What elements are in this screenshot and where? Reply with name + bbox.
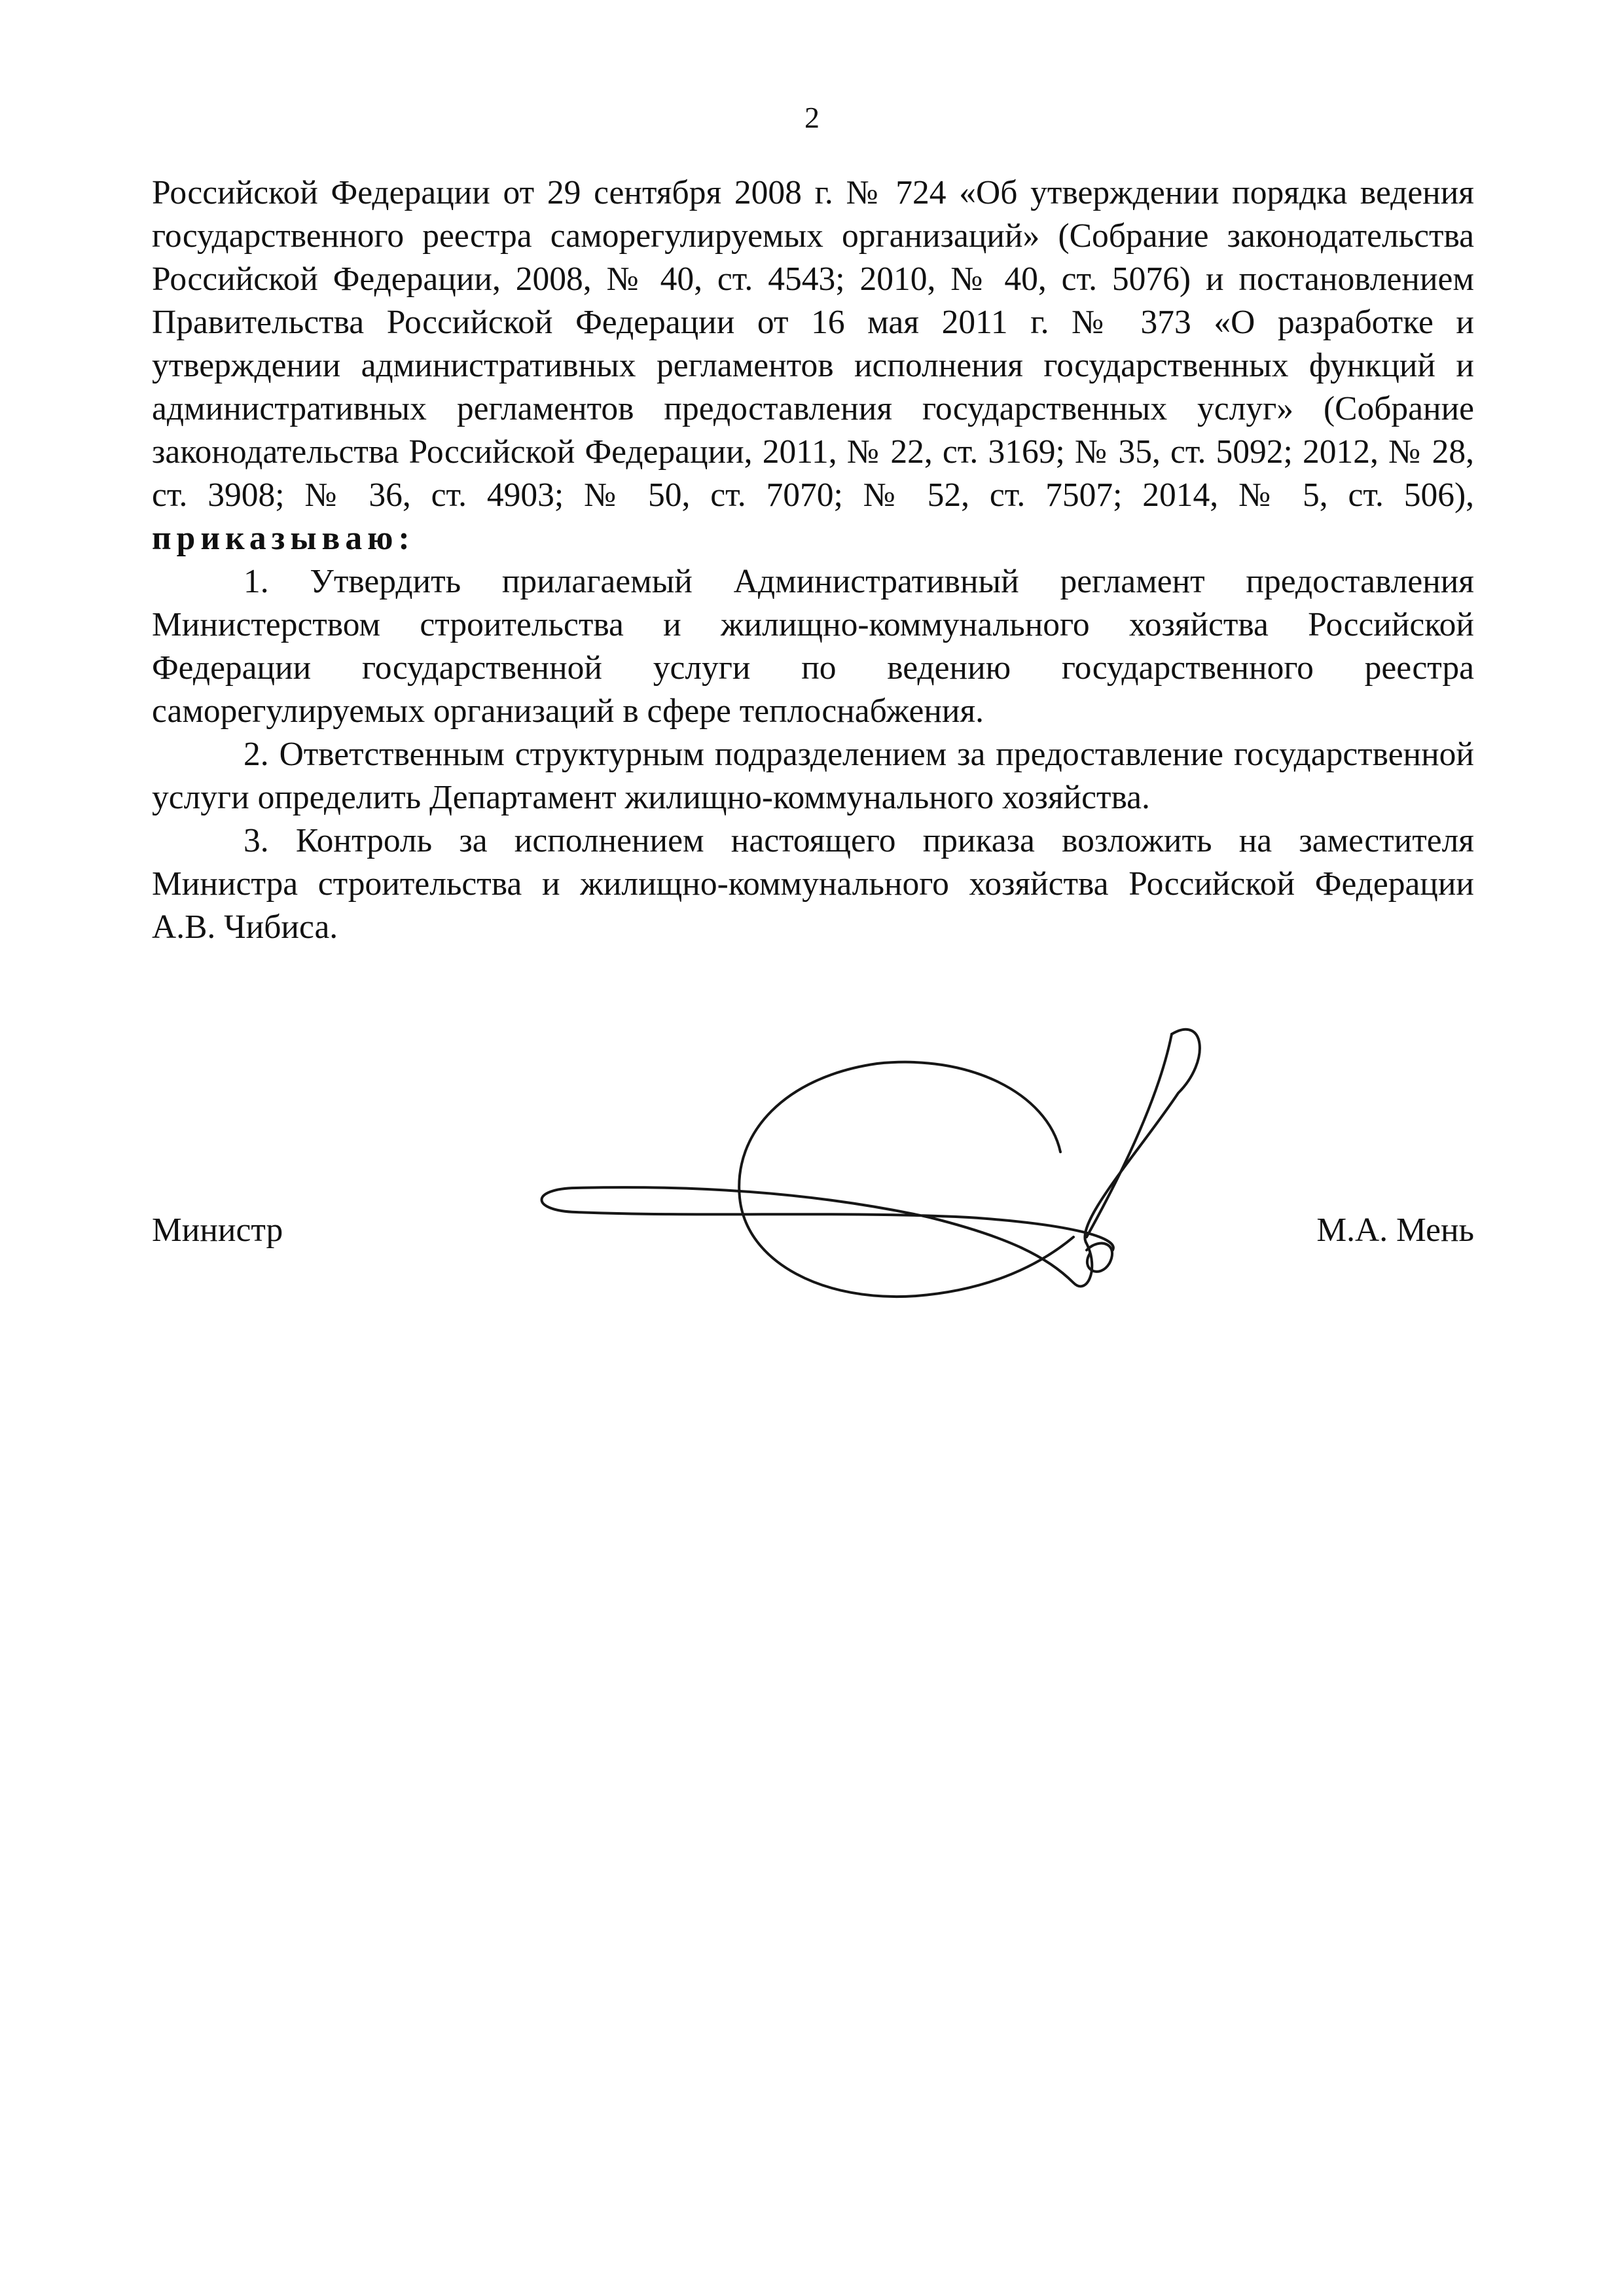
document-body bbox=[152, 171, 1474, 949]
signer-name: М.А. Мень bbox=[1316, 1211, 1474, 1249]
order-item-1: 1. Утвердить прилагаемый Административный регламент предоставления Министерством строительства и жилищно-коммунального хозяйства Российской Федерации государственной услуги по ведению государственного реестра саморегулируемых организаций в сфере теплоснабжения. bbox=[152, 563, 1474, 730]
preamble-text: Российской Федерации от 29 сентября 2008 г. № 724 «Об утверждении порядка ведения государственного реестра саморегулируемых организаций» (Собрание законодательства Российской Федерации, 2008, № 40, ст. 4543; 2010, № 40, ст. 5076) и постановлением Правительства Российской Федерации от 16 мая 2011 г. № 373 «О разработке и утверждении административных регламентов исполнения государственных функций и административных регламентов предоставления государственных услуг» (Собрание законодательства Российской Федерации, 2011, № 22, ст. 3169; № 35, ст. 5092; 2012, № 28, ст. 3908; № 36, ст. 4903; № 50, ст. 7070; № 52, ст. 7507; 2014, № 5, ст. 506), bbox=[152, 174, 1474, 514]
signature-block bbox=[152, 1204, 1474, 1257]
order-item-2: 2. Ответственным структурным подразделением за предоставление государственной услуги определить Департамент жилищно-коммунального хозяйства. bbox=[152, 736, 1474, 816]
order-word: приказываю: bbox=[152, 520, 415, 557]
preamble-paragraph bbox=[152, 171, 1474, 560]
page-number: 2 bbox=[804, 101, 820, 134]
handwritten-signature bbox=[511, 1021, 1244, 1348]
signer-position: Министр bbox=[152, 1211, 283, 1249]
order-item-3: 3. Контроль за исполнением настоящего приказа возложить на заместителя Министра строительства и жилищно-коммунального хозяйства Российской Федерации А.В. Чибиса. bbox=[152, 822, 1474, 946]
